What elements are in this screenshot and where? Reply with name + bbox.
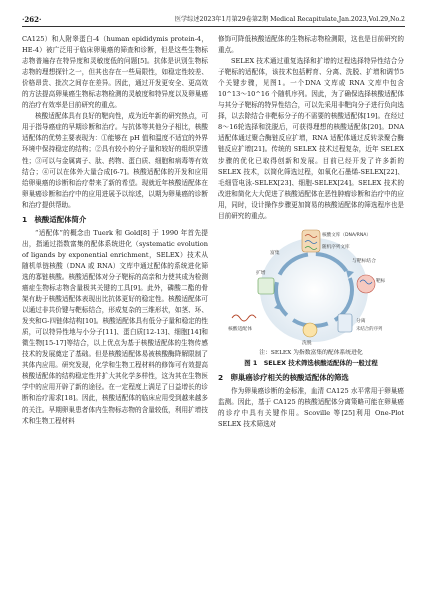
journal-title: 医学综述2023年1月第29卷第2期 Medical Recapitulate,Jan.2023,Vol.29,No.2 [174,16,405,23]
running-header [22,14,405,27]
paragraph: SELEX 技术通过重复选择和扩增的过程选择特异性结合分子靶标的适配体，该技术包括孵育、分离、洗脱、扩增和调节5个关键步骤，见图1。一个DNA 文库或 RNA 文库中包含 10^13～10^16 个随机序列。因此，为了确保选择核酸适配体与其分子靶标的特异性结合，可以先采用非靶向分子进行负向选择，以去除结合非靶标分子的不需要的核酸适配体[19]。在经过8～16轮选择和洗脱后，可获得理想的核酸适配体[20]。DNA 适配体通过聚合酶链反应扩增，RNA 适配体通过反转录聚合酶链反应扩增[21]。传统的 SELEX 技术过程复杂，近年 SELEX 步骤的优化已取得创新和发展。目前已经开发了许多新的 SELEX 技术，以简化筛选过程，如氧化石墨烯-SELEX[22]、毛细管电泳-SELEX[23]、细胞-SELEX[24]。SELEX 技术的改进和简化大大促进了核酸适配体在恶性肿瘤诊断和治疗中的应用，同时，设计操作步骤更加简易的核酸适配体的筛选程序也是目前研究的重点。 [218,57,404,220]
label-aptamer: 核酸适配体 [228,326,252,332]
label-separate: 分离 [356,318,366,324]
right-column [218,34,404,430]
aptamer-icon [232,315,256,321]
amplification-icon [258,278,274,294]
section-heading: 1 核酸适配体简介 [22,214,87,224]
section-heading: 2 卵巢癌诊疗相关的核酸适配体的筛选 [218,372,349,382]
selex-figure [218,226,404,348]
left-column [22,34,208,427]
figure-caption: 图 1 SELEX 技术筛选核酸适配体的一般过程 [244,358,378,367]
label-elute: 洗脱 [302,340,312,346]
paragraph: “适配体”的概念由 Tuerk 和 Gold[8] 于 1990 年首先提出，指通过指数富集的配体系统进化（systematic evolution of ligands by exponential enrichment，SELEX）技术从随机单链核酸（DNA 或 RNA）文库中通过配体的系统进化筛选的寡链核酸。核酸适配体对分子靶标的高亲和力使其成为检测癌症生物标志物含量极其关键的工具[9]。此外，磷酸二酯的骨架有助于核酸适配体表现出比抗体更好的稳定性。核酸适配体可以通过非共价键与靶标结合，形成复杂的三维形状，如茎、环、发夹和G-四链体结构[10]。核酸适配体具有低分子量和稳定的性质，可以特异性地与小分子[11]、蛋白质[12-13]、细胞[14]和微生物[15-17]等结合，以上优点为基于核酸适配体的生物传感技术的发展奠定了基础。但是核酸适配体易被核酸酶降解限制了其体内应用。研究发现，化学和生物工程材料的修饰可有效提高核酸适配体的结构稳定性并扩大其化学多样性，这为其在生物医学中的应用开辟了新的途径。在一定程度上满足了日益增长的诊断和治疗需求[18]。因此，核酸适配体的临床应用受到越来越多的关注。早期卵巢患者体内生物标志物的含量较低，利用扩增技术和生物工程材料 [22,228,208,425]
target-bound-icon [357,275,375,293]
label-enrich: 富集 [270,250,280,256]
paragraph: 核酸适配体具有良好的靶向性，成为近年新的研究热点，可用于指导癌症的早期诊断和治疗。与抗体等其他分子相比，核酸适配体的优势主要表现为：①能够在 pH 值和温度不适宜的外界环境中保持稳定的结构；②具有较小的分子量和较好的组织穿透性；③可以与金属离子、肽、药物、蛋白质、细胞和病毒等有效结合；④可以在体外大量合成[6-7]。核酸适配体的开发和应用给卵巢癌的诊断和治疗带来了新的希望。现就近年核酸适配体在卵巢癌诊断和治疗中的应用进展予以综述，以期为卵巢癌的诊断和治疗提供帮助。 [22,112,208,209]
paragraph: CA125）和人附睾蛋白-4（human epididymis protein-4，HE-4）被广泛用于临床卵巢癌的筛查和诊断，但是这些生物标志物普遍存在特异度和灵敏度低的问题[5]。抗体是识别生物标志物的理想探针之一，但其也存在一些局限性，如稳定性较差、价格昂贵、批次之间存在差异。因此，通过开发更安全、更高效的方法提高卵巢癌生物标志物检测的灵敏度和特异度以及卵巢癌的治疗有效率是目前研究的重点。 [22,35,208,110]
label-library: 核酸文库（DNA/RNA） [322,232,371,238]
library-tube-icon [302,230,320,252]
label-bind: 与靶标结合 [352,258,376,264]
label-amplify: 扩增 [256,270,266,276]
label-unbound: 未结合的序列 [356,326,383,332]
figure-note: 注：SELEX 为指数富集的配体系统进化 [259,349,363,356]
separation-tube-icon [338,314,352,332]
label-target: 靶标 [376,278,386,284]
paragraph: 修饰可降低核酸适配体的生物标志物检测限，这也是目前研究的重点。 [218,35,404,55]
selex-cycle-diagram [218,226,404,348]
page-number: ·262· [22,15,42,24]
paragraph: 作为卵巢癌诊断的金标准，血清 CA125 水平常用于卵巢癌监测。因此，基于 CA125 的核酸适配体分离策略可能在卵巢癌的诊疗中具有关键作用。Scoville 等[25]利用 One-Plot SELEX 技术筛选对 [218,386,404,428]
label-random-seq: 随机序列文库 [322,244,350,250]
elution-icon [303,323,317,337]
